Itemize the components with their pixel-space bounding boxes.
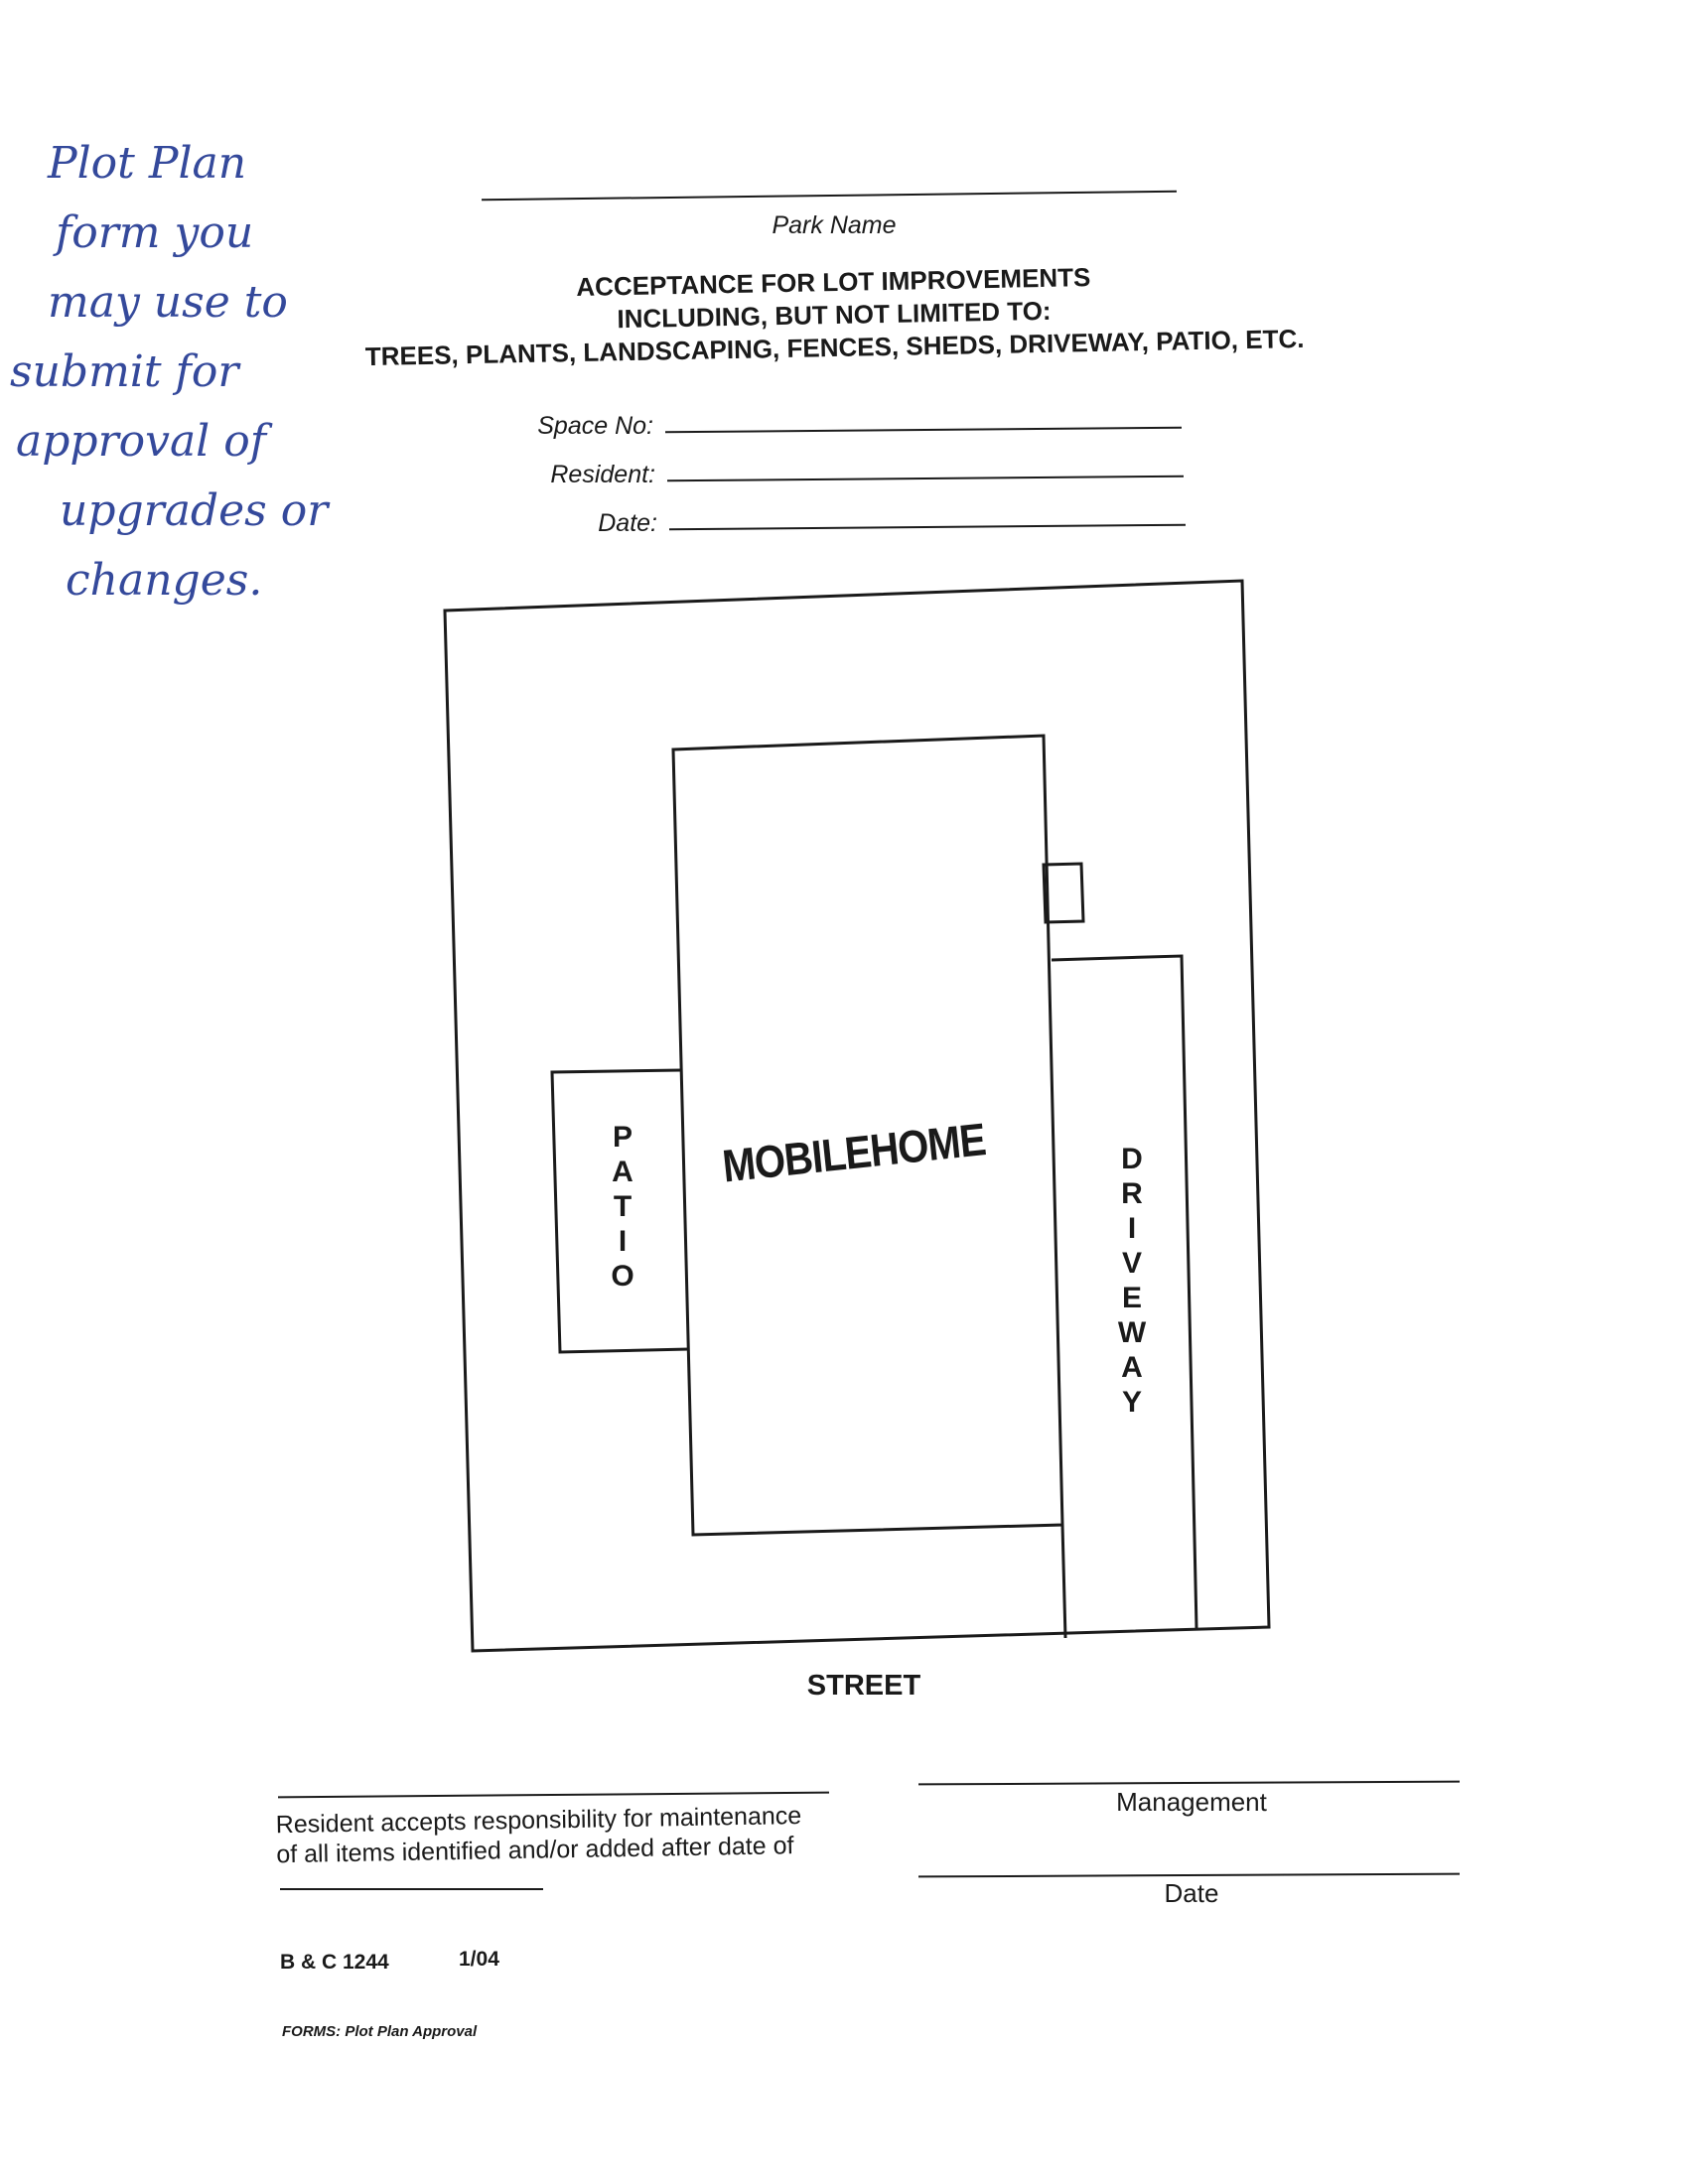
forms-note: FORMS: Plot Plan Approval — [282, 2023, 478, 2040]
responsibility-date-line — [280, 1888, 543, 1890]
heading-line: ACCEPTANCE FOR LOT IMPROVEMENTS — [576, 262, 1091, 302]
management-date-label: Date — [1164, 1878, 1219, 1908]
space-no-label: Space No: — [537, 412, 653, 440]
handwritten-line: submit for — [10, 346, 239, 397]
heading-line: TREES, PLANTS, LANDSCAPING, FENCES, SHEDS, DRIVEWAY, PATIO, ETC. — [364, 323, 1305, 372]
management-label: Management — [1116, 1787, 1267, 1817]
responsibility-line: Resident accepts responsibility for maintenance — [275, 1801, 802, 1840]
patio-label: P A T I O — [611, 1121, 634, 1293]
driveway-label: D R I V E W A Y — [1117, 1143, 1147, 1419]
handwritten-line: changes. — [66, 555, 263, 606]
responsibility-line: of all items identified and/or added after date of — [276, 1832, 794, 1869]
handwritten-line: may use to — [48, 277, 288, 328]
handwritten-line: upgrades or — [60, 485, 329, 536]
mobilehome-label: MOBILEHOME — [720, 1114, 988, 1192]
responsibility-text — [276, 1800, 873, 1869]
resident-label: Resident: — [550, 461, 655, 488]
street-label: STREET — [806, 1670, 921, 1702]
park-name-label: Park Name — [772, 211, 897, 239]
heading-line: INCLUDING, BUT NOT LIMITED TO: — [617, 295, 1052, 335]
date-label: Date: — [598, 509, 657, 537]
driveway-left-edge — [1062, 1525, 1065, 1638]
side-box — [1044, 864, 1083, 922]
form-date: 1/04 — [459, 1948, 499, 1971]
handwritten-line: approval of — [16, 416, 267, 467]
handwritten-line: Plot Plan — [48, 138, 247, 189]
form-code: B & C 1244 — [280, 1951, 389, 1974]
handwritten-line: form you — [56, 207, 254, 258]
